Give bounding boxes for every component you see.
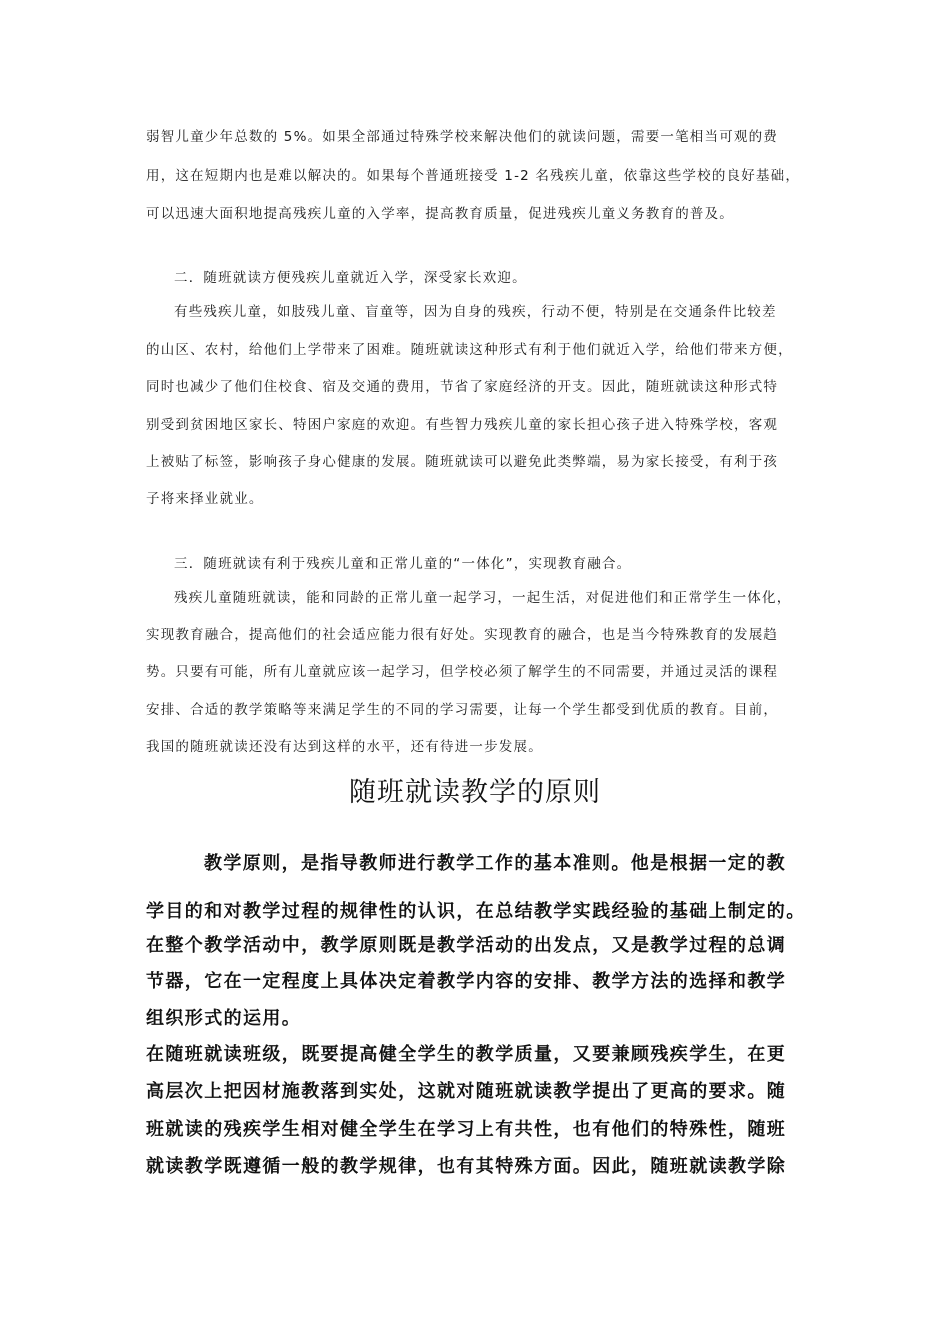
body-line: 在随班就读班级，既要提高健全学生的教学质量，又要兼顾残疾学生，在更 <box>146 1044 787 1065</box>
paragraph-line: 弱智儿童少年总数的 5%。如果全部通过特殊学校来解决他们的就读问题，需要一笔相当可观的费 <box>146 129 779 145</box>
body-line: 班就读的残疾学生相对健全学生在学习上有共性，也有他们的特殊性，随班 <box>146 1119 787 1140</box>
paragraph-line: 可以迅速大面积地提高残疾儿童的入学率，提高教育质量，促进残疾儿童义务教育的普及。 <box>146 206 734 222</box>
body-line: 教学原则，是指导教师进行教学工作的基本准则。他是根据一定的教 <box>204 853 786 874</box>
section-heading: 二．随班就读方便残疾儿童就近入学，深受家长欢迎。 <box>174 270 527 286</box>
body-line: 学目的和对教学过程的规律性的认识，在总结教学实践经验的基础上制定的。 <box>146 901 806 922</box>
body-line: 组织形式的运用。 <box>146 1008 302 1029</box>
paragraph-line: 同时也减少了他们住校食、宿及交通的费用，节省了家庭经济的开支。因此，随班就读这种形式特 <box>146 379 779 395</box>
paragraph-line: 我国的随班就读还没有达到这样的水平，还有待进一步发展。 <box>146 739 543 755</box>
paragraph-line: 安排、合适的教学策略等来满足学生的不同的学习需要，让每一个学生都受到优质的教育。目前， <box>146 702 779 718</box>
paragraph-line: 有些残疾儿童，如肢残儿童、盲童等，因为自身的残疾，行动不便，特别是在交通条件比较差 <box>174 304 777 320</box>
paragraph-line: 上被贴了标签，影响孩子身心健康的发展。随班就读可以避免此类弊端，易为家长接受，有利于孩 <box>146 454 779 470</box>
chapter-title: 随班就读教学的原则 <box>349 777 601 808</box>
paragraph-line: 别受到贫困地区家长、特困户家庭的欢迎。有些智力残疾儿童的家长担心孩子进入特殊学校，客观 <box>146 417 779 433</box>
body-line: 在整个教学活动中，教学原则既是教学活动的出发点，又是教学过程的总调 <box>146 935 787 956</box>
paragraph-line: 实现教育融合，提高他们的社会适应能力很有好处。实现教育的融合，也是当今特殊教育的发展趋 <box>146 627 779 643</box>
paragraph-line: 势。只要有可能，所有儿童就应该一起学习，但学校必须了解学生的不同需要，并通过灵活的课程 <box>146 664 779 680</box>
paragraph-line: 子将来择业就业。 <box>146 491 264 507</box>
body-line: 高层次上把因材施教落到实处，这就对随班就读教学提出了更高的要求。随 <box>146 1081 787 1102</box>
body-line: 就读教学既遵循一般的教学规律，也有其特殊方面。因此，随班就读教学除 <box>146 1156 787 1177</box>
body-line: 节器，它在一定程度上具体决定着教学内容的安排、教学方法的选择和教学 <box>146 971 787 992</box>
paragraph-line: 的山区、农村，给他们上学带来了困难。随班就读这种形式有利于他们就近入学，给他们带来方便， <box>146 342 793 358</box>
paragraph-line: 残疾儿童随班就读，能和同龄的正常儿童一起学习，一起生活，对促进他们和正常学生一体化， <box>174 590 792 606</box>
section-heading: 三．随班就读有利于残疾儿童和正常儿童的“一体化”，实现教育融合。 <box>174 556 632 572</box>
paragraph-line: 用，这在短期内也是难以解决的。如果每个普通班接受 1-2 名残疾儿童，依靠这些学校的良好基础， <box>146 168 801 184</box>
